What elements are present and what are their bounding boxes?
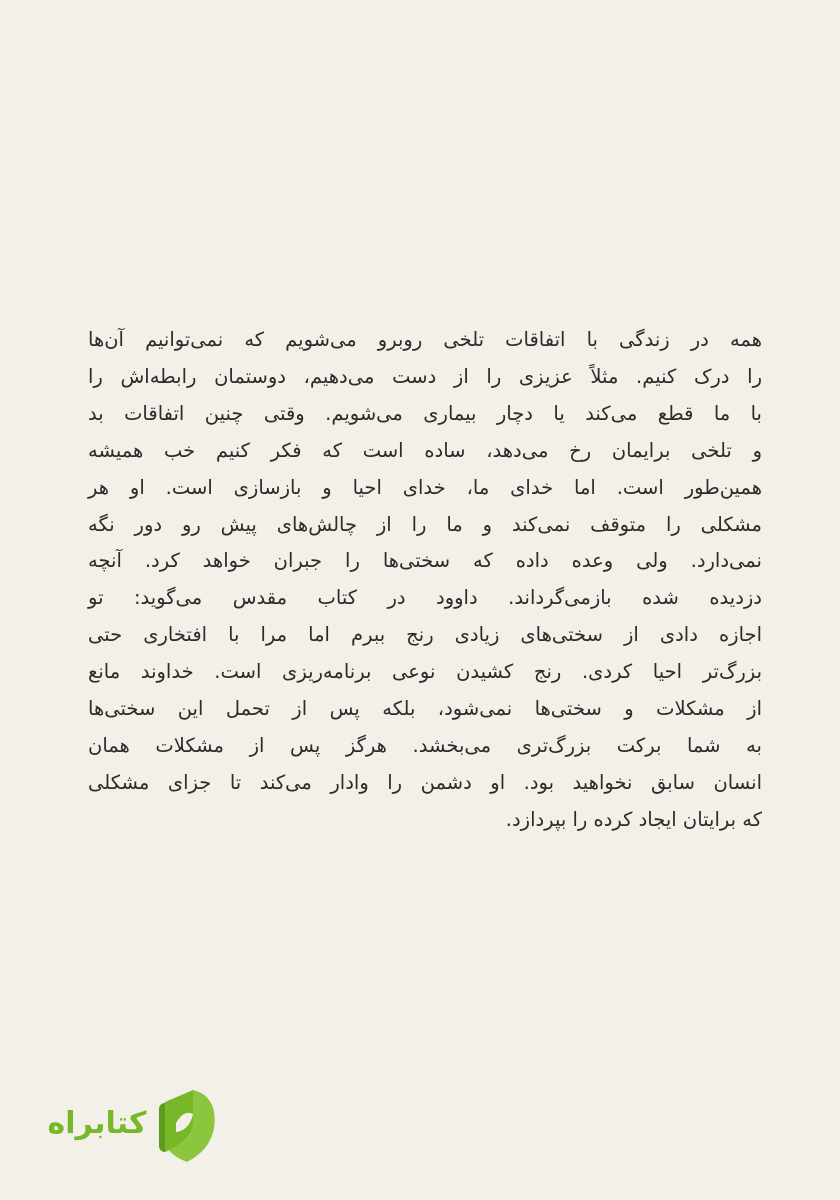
text-line: همه در زندگی با اتفاقات تلخی روبرو می‌شویم که نمی‌توانیم آن‌ها <box>88 328 762 351</box>
publisher-logo <box>40 1090 220 1162</box>
text-line: اجازه دادی از سختی‌های زیادی رنج ببرم اما مرا با افتخاری حتی <box>88 623 762 647</box>
text-line: از مشکلات و سختی‌ها نمی‌شود، بلکه پس از تحمل این سختی‌ها <box>88 697 762 721</box>
text-line: انسان سابق نخواهید بود. او دشمن را وادار می‌کند تا جزای مشکلی <box>88 770 762 794</box>
text-line: همین‌طور است. اما خدای ما، خدای احیا و بازسازی است. او هر <box>88 475 762 499</box>
publisher-logo-text: کتابراه <box>47 1106 147 1141</box>
text-line: را درک کنیم. مثلاً عزیزی را از دست می‌دهیم، دوستمان رابطه‌اش را <box>88 364 762 388</box>
book-leaf-logo-icon <box>156 1090 218 1162</box>
text-line: و تلخی برایمان رخ می‌دهد، ساده است که فکر کنیم خب همیشه <box>88 438 762 462</box>
text-line: به شما برکت بزرگ‌تری می‌بخشد. هرگز پس از مشکلات همان <box>88 733 762 757</box>
text-line: با ما قطع می‌کند یا دچار بیماری می‌شویم. وقتی چنین اتفاقات بد <box>88 401 762 425</box>
text-line: بزرگ‌تر احیا کردی. رنج کشیدن نوعی برنامه‌ریزی است. خداوند مانع <box>88 660 762 684</box>
text-line: که برایتان ایجاد کرده را بپردازد. <box>505 807 762 831</box>
book-description-text <box>88 322 762 839</box>
text-line: مشکلی را متوقف نمی‌کند و ما را از چالش‌های پیش رو دور نگه <box>88 512 762 536</box>
text-line: دزدیده شده بازمی‌گرداند. داوود در کتاب مقدس می‌گوید: تو <box>88 586 762 610</box>
text-line: نمی‌دارد. ولی وعده داده که سختی‌ها را جبران خواهد کرد. آنچه <box>88 549 762 573</box>
